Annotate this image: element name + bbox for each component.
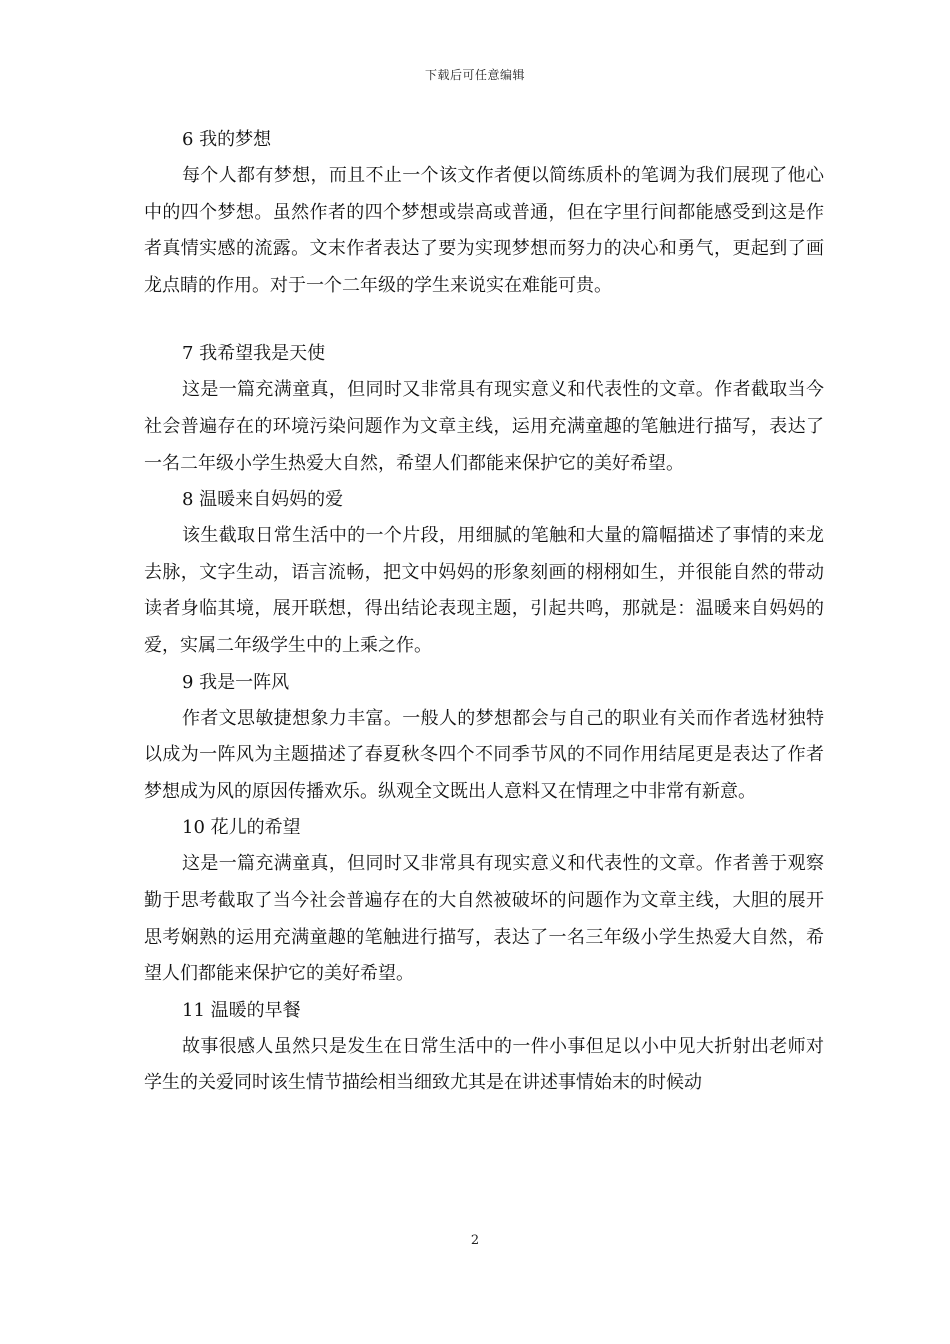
section-paragraph: 这是一篇充满童真，但同时又非常具有现实意义和代表性的文章。作者截取当今社会普遍存在的环境污染问题作为文章主线，运用充满童趣的笔触进行描写，表达了一名二年级小学生热爱大自然，希望人们都能来保护它的美好希望。 [144,379,824,474]
section-paragraph: 每个人都有梦想，而且不止一个该文作者便以简练质朴的笔调为我们展现了他心中的四个梦想。虽然作者的四个梦想或崇高或普通，但在字里行间都能感受到这是作者真情实感的流露。文末作者表达了要为实现梦想而努力的决心和勇气，更起到了画龙点睛的作用。对于一个二年级的学生来说实在难能可贵。 [144,165,824,296]
section-spacer [144,304,824,336]
document-body [144,122,824,1102]
page-number: 2 [470,1233,480,1248]
section-paragraph: 作者文思敏捷想象力丰富。一般人的梦想都会与自己的职业有关而作者选材独特以成为一阵风为主题描述了春夏秋冬四个不同季节风的不同作用结尾更是表达了作者梦想成为风的原因传播欢乐。纵观全文既出人意料又在情理之中非常有新意。 [144,707,824,802]
section-paragraph: 该生截取日常生活中的一个片段，用细腻的笔触和大量的篇幅描述了事情的来龙去脉，文字生动，语言流畅，把文中妈妈的形象刻画的栩栩如生，并很能自然的带动读者身临其境，展开联想，得出结论表现主题，引起共鸣，那就是：温暖来自妈妈的爱，实属二年级学生中的上乘之作。 [144,525,824,656]
section-title: 8 温暖来自妈妈的爱 [182,489,344,511]
section-title: 7 我希望我是天使 [182,343,326,365]
section-title: 11 温暖的早餐 [182,999,301,1021]
section-title: 6 我的梦想 [182,129,272,150]
header-note: 下载后可任意编辑 [424,68,525,82]
section-paragraph: 这是一篇充满童真，但同时又非常具有现实意义和代表性的文章。作者善于观察勤于思考截取了当今社会普遍存在的大自然被破坏的问题作为文章主线，大胆的展开思考娴熟的运用充满童趣的笔触进行描写，表达了一名三年级小学生热爱大自然，希望人们都能来保护它的美好希望。 [144,853,824,985]
section-title: 10 花儿的希望 [182,817,301,839]
section-title: 9 我是一阵风 [182,671,290,693]
section-paragraph: 故事很感人虽然只是发生在日常生活中的一件小事但足以小中见大折射出老师对学生的关爱同时该生情节描绘相当细致尤其是在讲述事情始末的时候动 [144,1035,824,1094]
